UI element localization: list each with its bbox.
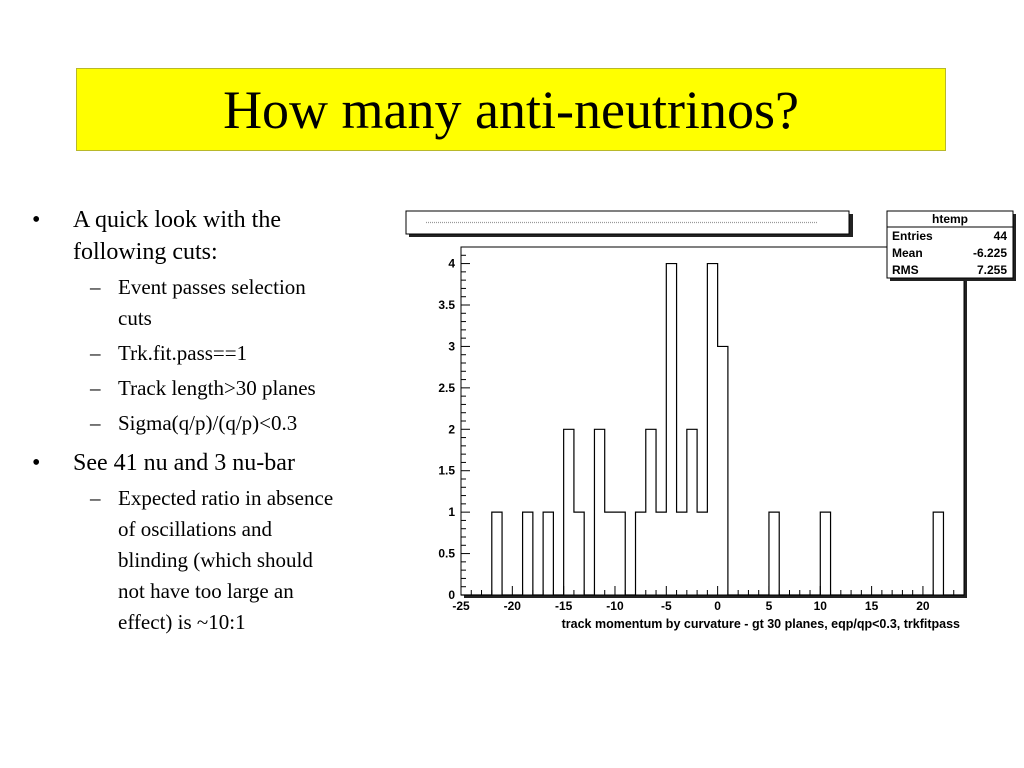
sub-bullet-item (30, 408, 390, 439)
slide-title-box (76, 68, 946, 151)
stats-value-entries: 44 (993, 229, 1007, 243)
sub-bullet-item (30, 272, 390, 334)
y-tick-label: 1.5 (438, 463, 455, 478)
bullet-dot-icon: • (32, 207, 41, 233)
plot-frame (461, 247, 964, 595)
stats-label-rms: RMS (892, 263, 919, 277)
stats-label-entries: Entries (892, 229, 933, 243)
stats-box-title: htemp (932, 212, 968, 226)
bullet-text-line: A quick look with the (73, 207, 281, 233)
y-tick-label: 2 (448, 422, 455, 437)
stats-label-mean: Mean (892, 246, 923, 260)
sub-bullet-text-line: cuts (118, 306, 152, 330)
x-tick-label: -10 (606, 599, 624, 613)
sub-bullet-item (30, 338, 390, 369)
stats-value-rms: 7.255 (976, 263, 1007, 277)
bullet-item (30, 447, 390, 479)
bullet-dash-icon: – (90, 486, 101, 510)
bullet-text-line: See 41 nu and 3 nu-bar (73, 450, 295, 476)
y-tick-label: 2.5 (438, 380, 455, 395)
y-tick-label: 0 (448, 588, 455, 602)
y-tick-label: 1 (448, 505, 455, 520)
sub-bullet-text-line: blinding (which should (118, 548, 313, 572)
sub-bullet-text-line: Track length>30 planes (118, 376, 316, 400)
y-tick-label: 3.5 (438, 298, 455, 312)
x-axis-label: track momentum by curvature - gt 30 planes, eqp/qp<0.3, trkfitpass (561, 617, 960, 631)
x-tick-label: -20 (503, 599, 521, 613)
sub-bullet-text-line: Sigma(q/p)/(q/p)<0.3 (118, 411, 298, 435)
slide-title: How many anti-neutrinos? (223, 79, 799, 140)
sub-bullet-text-line: effect) is ~10:1 (118, 610, 246, 634)
x-tick-label: 20 (916, 599, 930, 613)
sub-bullet-text-line: not have too large an (118, 579, 294, 603)
sub-bullet-item (30, 373, 390, 404)
y-tick-label: 4 (448, 256, 455, 271)
x-tick-label: 0 (714, 599, 721, 613)
sub-bullet-text-line: Trk.fit.pass==1 (118, 341, 248, 365)
bullet-dash-icon: – (90, 275, 101, 299)
sub-bullet-text-line: of oscillations and (118, 517, 272, 541)
sub-bullet-item (30, 483, 390, 638)
x-tick-label: 10 (813, 599, 827, 613)
bullet-list (30, 204, 390, 638)
sub-bullet-text-line: Expected ratio in absence (118, 486, 334, 510)
x-tick-label: -25 (452, 599, 470, 613)
bullet-dash-icon: – (90, 341, 101, 365)
y-tick-label: 3 (448, 339, 455, 354)
x-tick-label: 15 (864, 599, 879, 613)
bullet-dot-icon: • (32, 450, 41, 476)
bullet-text-line: following cuts: (73, 239, 218, 265)
bullet-dash-icon: – (90, 376, 101, 400)
y-tick-label: 0.5 (438, 546, 455, 561)
sub-bullet-text-line: Event passes selection (118, 275, 306, 299)
x-tick-label: -5 (660, 599, 672, 613)
stats-value-mean: -6.225 (972, 246, 1007, 260)
x-tick-label: 5 (765, 599, 773, 613)
bullet-dash-icon: – (90, 411, 101, 435)
histogram-svg (395, 205, 1020, 645)
bullet-item (30, 204, 390, 268)
histogram-figure (395, 205, 1020, 645)
x-tick-label: -15 (554, 599, 573, 613)
